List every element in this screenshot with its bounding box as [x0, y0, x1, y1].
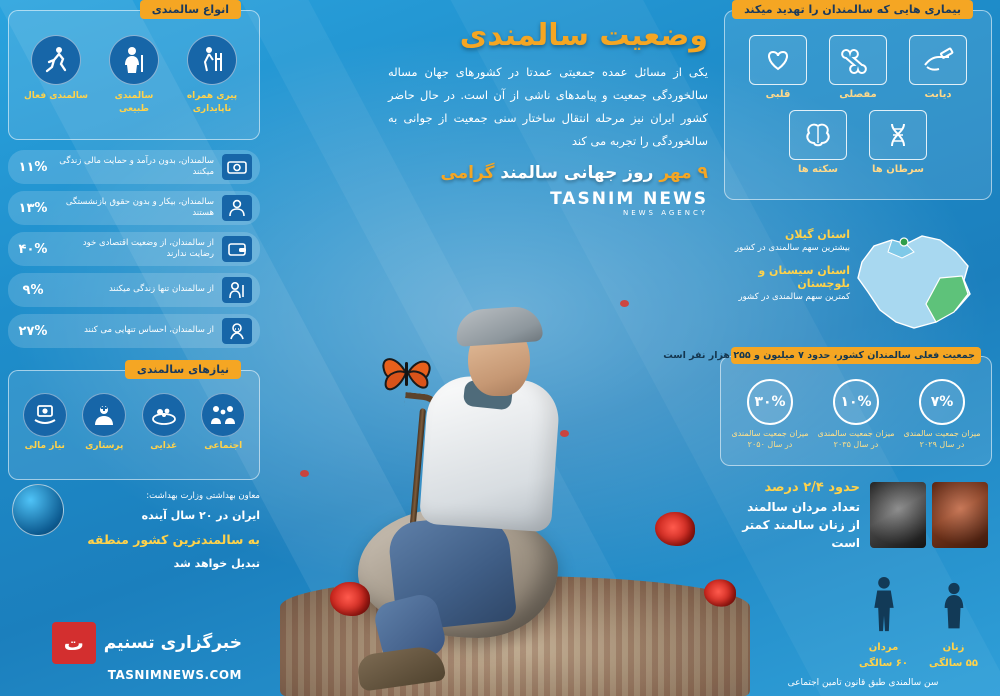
stat-row — [8, 150, 260, 184]
types-panel-title: انواع سالمندی — [140, 0, 241, 19]
threat-item — [905, 35, 971, 100]
shin-graphic — [371, 591, 448, 667]
stat-row — [8, 314, 260, 348]
types-panel — [8, 3, 260, 140]
dna-icon — [869, 110, 927, 160]
needs-panel-title: نیازهای سالمندی — [125, 360, 241, 379]
injection-hand-icon — [909, 35, 967, 85]
forecast-block — [12, 490, 260, 574]
petal-dot — [620, 300, 629, 307]
population-label: میزان جمعیت سالمندی در سال ۲۰۲۹ — [903, 429, 981, 449]
iran-map-block — [720, 212, 990, 352]
need-label: اجتماعی — [204, 441, 243, 451]
rose-graphic — [330, 582, 370, 616]
elderly-face-photo — [870, 482, 926, 548]
elderly-face-photo — [932, 482, 988, 548]
population-stat — [730, 379, 810, 451]
headline-tail: گرامی — [440, 163, 495, 183]
footer-logo[interactable] — [12, 622, 242, 682]
need-label: غذایی — [150, 441, 178, 451]
stat-value: ۱۳% — [18, 200, 48, 216]
threat-item — [745, 35, 811, 100]
gender-block — [738, 576, 988, 686]
stat-row — [8, 232, 260, 266]
stat-row — [8, 273, 260, 307]
map-note-desc: کمترین سهم سالمندی در کشور — [738, 292, 850, 302]
running-elder-icon — [31, 35, 81, 85]
sad-elder-icon — [222, 318, 252, 344]
need-label: پرستاری — [85, 441, 124, 451]
type-label: سالمندی فعال — [23, 91, 89, 101]
family-group-icon — [201, 393, 245, 437]
need-item — [136, 393, 192, 451]
threats-panel-title: بیماری هایی که سالمندان را تهدید میکند — [732, 0, 973, 19]
threat-item — [865, 110, 931, 175]
head-graphic — [468, 322, 530, 396]
gender-women-age: ۵۵ سالگی — [929, 658, 978, 669]
gender-women — [929, 582, 978, 670]
map-note-lowest — [722, 264, 850, 302]
forecast-line2-text: به سالمندترین کشور منطقه — [87, 532, 260, 548]
population-label: میزان جمعیت سالمندی در سال ۲۰۵۰ — [731, 429, 809, 449]
type-label: سالمندی طبیعی — [114, 91, 154, 114]
forecast-line1: ایران در ۲۰ سال آینده — [141, 508, 260, 522]
headline-occasion: روز جهانی سالمند — [500, 163, 654, 183]
rock-graphic — [358, 508, 558, 638]
headline-block — [388, 18, 708, 217]
bone-joint-icon — [829, 35, 887, 85]
shoe-graphic — [356, 644, 446, 692]
faces-note-line1: حدود ۲/۴ درصد — [764, 480, 860, 495]
stats-list — [8, 150, 260, 355]
collar-graphic — [463, 380, 513, 411]
petal-dot — [300, 470, 309, 477]
stat-text: سالمندان، بدون درآمد و حمایت مالی زندگی میکنند — [59, 155, 214, 177]
brain-icon — [789, 110, 847, 160]
threat-label: مفصلی — [839, 89, 877, 100]
retiree-icon — [222, 195, 252, 221]
gender-men-age: ۶۰ سالگی — [859, 658, 908, 669]
tasnim-brand — [388, 189, 708, 217]
forecast-source: معاون بهداشتی وزارت بهداشت: — [146, 491, 260, 501]
need-label: نیاز مالی — [24, 441, 65, 451]
population-caption: جمعیت فعلی سالمندان کشور، حدود ۷ میلیون و ۲۵۵ هزار نفر است — [731, 347, 981, 364]
faces-note-line3: از زنان سالمند کمتر است — [742, 517, 860, 550]
need-item — [195, 393, 251, 451]
agency-name: خبرگزاری تسنیم — [103, 633, 242, 653]
headline-body: یکی از مسائل عمده جمعیتی عمدتا در کشورهای جهان مساله سالخوردگی جمعیت و پیامدهای ناشی از آن است. در حال حاضر کشور ایران نیز مرحله انتقال ساختار سنی جمعیت از جوانی به سالخوردگی را تجربه می کند — [388, 65, 708, 148]
forecast-line3: تبدیل خواهد شد — [173, 557, 260, 571]
headline-subtitle — [388, 163, 708, 183]
rose-graphic — [655, 512, 695, 546]
money-hand-icon — [23, 393, 67, 437]
coat-graphic — [419, 374, 561, 533]
stat-text: از سالمندان تنها زندگی میکنند — [108, 284, 214, 295]
stat-value: ۲۷% — [18, 323, 48, 339]
nurse-icon — [82, 393, 126, 437]
faces-note-line2: تعداد مردان سالمند — [747, 499, 860, 514]
money-icon — [222, 154, 252, 180]
stat-value: ۴۰% — [18, 241, 48, 257]
population-label: میزان جمعیت سالمندی در سال ۲۰۳۵ — [817, 429, 895, 449]
stat-text: از سالمندان، احساس تنهایی می کنند — [84, 325, 214, 336]
flat-cap-graphic — [455, 305, 543, 347]
heart-hand-icon — [749, 35, 807, 85]
type-item — [21, 35, 91, 115]
population-panel — [663, 350, 992, 466]
elderly-person-icon — [109, 35, 159, 85]
type-label: پیری همراه ناپایداری — [186, 91, 238, 114]
need-item — [76, 393, 132, 451]
stat-text: از سالمندان، از وضعیت اقتصادی خود رضایت ندارند — [82, 237, 214, 259]
map-note-highest — [722, 228, 850, 253]
threat-item — [785, 110, 851, 175]
man-figure-icon — [867, 576, 901, 634]
globe-icon — [12, 484, 64, 536]
gender-men — [859, 576, 908, 670]
threat-label: سکته ها — [798, 164, 838, 175]
population-value: ۷% — [919, 379, 965, 425]
lonely-elder-icon — [222, 277, 252, 303]
threats-panel — [724, 3, 992, 200]
population-stat — [902, 379, 982, 451]
butterfly-icon — [378, 350, 436, 396]
legs-graphic — [387, 512, 518, 632]
iran-map-icon — [844, 218, 984, 346]
population-value: ۳۰% — [747, 379, 793, 425]
tasnim-brand-label: TASNIM NEWS — [550, 189, 708, 209]
gender-men-label: مردان — [868, 642, 899, 653]
threat-label: سرطان ها — [872, 164, 924, 175]
type-item — [99, 35, 169, 115]
population-value: ۱۰% — [833, 379, 879, 425]
population-stat — [816, 379, 896, 451]
cane-handle-graphic — [403, 392, 446, 426]
threat-label: دیابت — [924, 89, 952, 100]
walker-icon — [187, 35, 237, 85]
need-item — [17, 393, 73, 451]
map-note-desc: بیشترین سهم سالمندی در کشور — [734, 243, 850, 253]
rose-graphic — [704, 579, 736, 606]
wallet-icon — [222, 236, 252, 262]
map-note-title: استان گیلان — [784, 228, 850, 241]
threat-item — [825, 35, 891, 100]
petal-dot — [560, 430, 569, 437]
needs-panel — [8, 363, 260, 480]
cane-graphic — [400, 408, 426, 638]
stat-text: سالمندان، بیکار و بدون حقوق بازنشستگی هستند — [65, 196, 214, 218]
headline-date: ۹ مهر — [659, 163, 708, 183]
gender-footnote: سن سالمندی طبق قانون تامین اجتماعی — [787, 678, 939, 688]
tasnim-logo-mark: ت — [52, 622, 96, 664]
tasnim-brand-sub: NEWS AGENCY — [622, 209, 708, 217]
stat-value: ۹% — [22, 282, 44, 298]
stat-value: ۱۱% — [18, 159, 48, 175]
woman-figure-icon — [937, 582, 971, 634]
stat-row — [8, 191, 260, 225]
page-title: وضعیت سالمندی — [459, 18, 708, 53]
type-item — [177, 35, 247, 115]
website-url[interactable]: TASNIMNEWS.COM — [107, 668, 242, 682]
map-note-title: استان سیستان و بلوچستان — [758, 264, 850, 290]
faces-note-block — [720, 478, 988, 558]
food-plate-icon — [142, 393, 186, 437]
threat-label: قلبی — [765, 89, 791, 100]
gender-women-label: زنان — [942, 642, 965, 653]
